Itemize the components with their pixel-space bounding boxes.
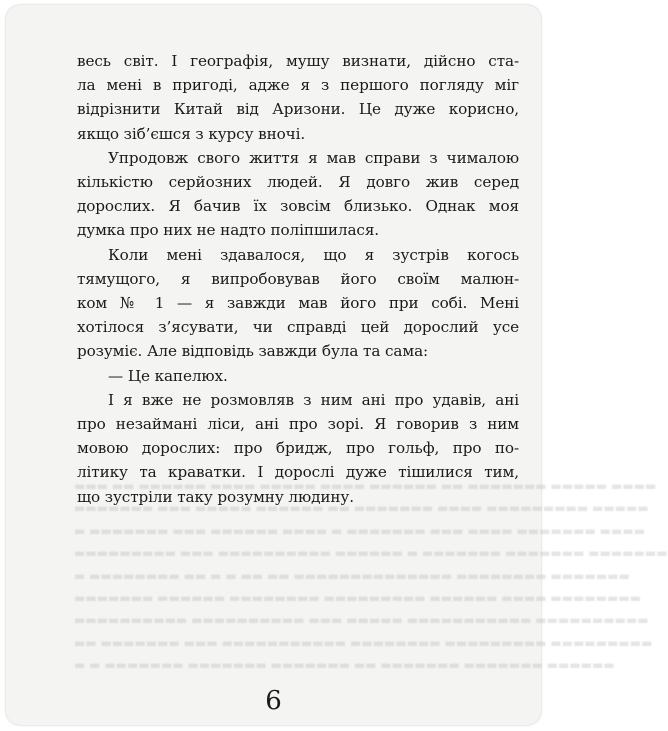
text-line: кількістю серйозних людей. Я довго жив серед <box>77 173 519 192</box>
paragraph <box>77 49 519 146</box>
main-text <box>77 49 519 509</box>
text-line: весь світ. І географія, мушу визнати, дійсно ста- <box>77 52 519 70</box>
book-page <box>6 5 668 725</box>
text-line: що зустріли таку розумну людину. <box>77 487 354 506</box>
text-line: якщо зіб’єшся з курсу вночі. <box>77 124 306 143</box>
text-line: ла мені в пригоді, адже я з першого погляду міг <box>77 76 519 95</box>
text-line: літику та краватки. І дорослі дуже тішилися тим, <box>77 463 519 482</box>
text-line: Упродовж свого життя я мав справи з чималою <box>108 148 519 167</box>
paragraph <box>77 146 519 243</box>
text-line: думка про них не надто поліпшилася. <box>77 221 380 240</box>
text-line: мовою дорослих: про бридж, про гольф, про по- <box>77 439 519 458</box>
text-line: — Це капелюх. <box>108 366 228 385</box>
page-number: 6 <box>265 686 282 716</box>
text-line: про незаймані ліси, ані про зорі. Я говорив з ним <box>77 415 519 434</box>
text-line: ком № 1 — я завжди мав його при собі. Мені <box>77 294 519 313</box>
text-line: Коли мені здавалося, що я зустрів когось <box>108 245 519 264</box>
text-line: І я вже не розмовляв з ним ані про удавів, ані <box>108 390 519 409</box>
text-line: дорослих. Я бачив їх зовсім близько. Однак моя <box>77 197 519 216</box>
text-line: відрізнити Китай від Аризони. Це дуже корисно, <box>77 100 519 119</box>
text-line: хотілося з’ясувати, чи справді цей дорослий усе <box>77 318 519 337</box>
text-line: тямущого, я випробовував його своїм малюн- <box>77 269 519 288</box>
paragraph <box>77 388 519 509</box>
bleed-through-text: ▬▬▬ ▬▬ ▬▬▬▬▬▬ ▬▬▬▬ ▬▬▬▬▬ ▬▬▬▬ ▬▬▬▬▬▬ ▬▬ ▬▬▬▬▬▬▬ ▬▬▬▬▬ ▬▬▬▬ ▬▬▬▬▬▬▬ ▬▬▬ ▬▬▬▬▬ ▬▬▬▬▬▬ ▬▬ ▬▬▬▬▬▬▬ ▬▬▬▬ ▬▬▬▬▬▬▬▬▬ ▬▬▬▬▬ ▬ ▬▬▬▬▬▬▬ ▬▬▬ ▬▬▬▬▬▬ ▬▬▬▬ ▬ ▬▬▬▬▬▬▬ ▬▬▬ ▬▬▬▬ ▬▬▬▬▬▬▬ ▬▬▬▬ ▬▬▬▬▬▬▬▬▬ ▬▬▬ ▬▬▬▬▬▬▬▬▬▬ ▬▬▬▬▬▬ ▬ ▬▬▬▬▬▬▬ ▬▬▬▬▬▬▬ ▬▬▬▬▬▬▬ ▬ ▬▬▬▬▬▬▬▬ ▬▬ ▬ ▬ ▬▬ ▬▬ ▬▬▬▬▬▬▬▬▬▬▬▬▬▬ ▬▬▬▬▬▬▬▬ ▬▬▬▬▬▬▬ ▬▬▬▬▬▬▬ ▬▬▬▬▬▬ ▬▬▬▬▬▬▬▬ ▬▬▬▬▬▬▬▬▬ ▬▬▬▬▬▬ ▬▬▬▬ ▬▬▬▬▬▬▬▬ ▬▬▬▬▬▬▬▬▬▬ ▬▬▬▬▬▬▬▬▬▬ ▬▬▬ ▬▬▬▬▬ ▬▬▬▬▬▬▬▬▬▬▬ ▬▬▬▬▬▬▬▬▬▬ ▬▬ ▬▬▬▬▬▬▬ ▬▬▬ ▬▬▬▬▬▬▬▬▬▬▬ ▬▬▬▬▬▬▬▬ ▬▬▬▬▬▬▬▬▬ ▬▬▬▬▬▬▬▬▬ ▬ ▬ ▬▬▬▬▬▬▬ ▬▬▬▬▬▬▬ ▬▬▬▬▬▬▬ ▬▬ ▬▬▬▬▬▬▬ ▬▬▬▬▬▬▬ ▬▬▬▬▬▬ <box>74 479 668 673</box>
text-line: розуміє. Але відповідь завжди була та сама: <box>77 342 429 361</box>
paragraph <box>77 243 519 364</box>
paragraph <box>77 364 519 388</box>
